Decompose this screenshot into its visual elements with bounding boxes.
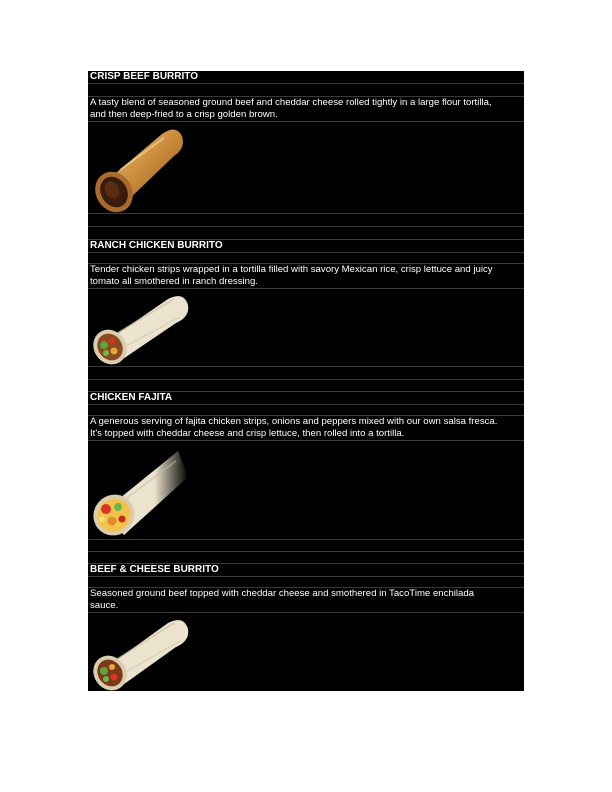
- image-row: [88, 441, 524, 540]
- description-line: sauce.: [90, 600, 119, 611]
- beef-cheese-burrito-photo: [90, 615, 190, 691]
- spacer-row: [88, 552, 524, 564]
- spacer-row: [88, 540, 524, 552]
- item-description: [88, 97, 524, 122]
- image-row: [88, 122, 524, 214]
- spacer-row: [88, 84, 524, 97]
- ranch-chicken-burrito-photo: [90, 291, 190, 365]
- chicken-fajita-photo: [90, 447, 190, 539]
- item-title: BEEF & CHEESE BURRITO: [88, 564, 524, 577]
- spacer-row: [88, 577, 524, 588]
- description-line: Seasoned ground beef topped with cheddar cheese and smothered in TacoTime enchilada: [90, 588, 475, 599]
- spacer-row: [88, 380, 524, 392]
- description-line: A tasty blend of seasoned ground beef and cheddar cheese rolled tightly in a large flour tortilla,: [90, 97, 492, 108]
- item-description: [88, 264, 524, 289]
- spacer-row: [88, 253, 524, 264]
- item-title: CHICKEN FAJITA: [88, 392, 524, 405]
- image-row: [88, 613, 524, 691]
- description-line: and then deep-fried to a crisp golden brown.: [90, 109, 278, 120]
- spacer-row: [88, 405, 524, 416]
- menu-sheet: [88, 71, 524, 691]
- spacer-row: [88, 214, 524, 227]
- description-line: It's topped with cheddar cheese and crisp lettuce, then rolled into a tortilla.: [90, 428, 405, 439]
- description-line: tomato all smothered in ranch dressing.: [90, 276, 258, 287]
- spacer-row: [88, 227, 524, 240]
- image-row: [88, 289, 524, 367]
- item-description: [88, 416, 524, 441]
- crisp-beef-burrito-photo: [90, 124, 186, 214]
- item-title: CRISP BEEF BURRITO: [88, 71, 524, 84]
- description-line: A generous serving of fajita chicken strips, onions and peppers mixed with our own salsa fresca.: [90, 416, 498, 427]
- item-description: [88, 588, 524, 613]
- item-title: RANCH CHICKEN BURRITO: [88, 240, 524, 253]
- description-line: Tender chicken strips wrapped in a tortilla filled with savory Mexican rice, crisp lettuce and juicy: [90, 264, 493, 275]
- spacer-row: [88, 367, 524, 380]
